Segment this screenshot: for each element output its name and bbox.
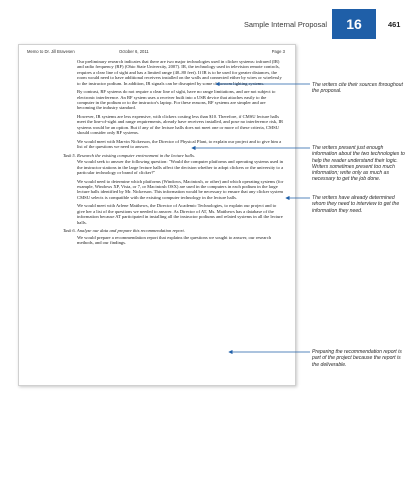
task-heading: Task 6. Analyze our data and prepare this recommendation report. [63,228,185,234]
memo-paragraph: We would meet with Arlene Matthews, the Director of Academic Technologies, to explain our project and to give her a list of the questions we needed to answer. As Director of AT, Ms. Matthews has a database of the information because AT participated in installing all the instructor podiums and related systems in all the lecture halls. [77,203,283,225]
margin-note-deliverable: Preparing the recommendation report is part of the project because the report is the deliverable. [312,349,402,368]
margin-note-information: The writers present just enough information about the two technologies to help the reader understand their logic. Writers sometimes present too much information; write only as much as necessary to get the job done. [312,145,405,183]
running-header-title: Sample Internal Proposal [244,20,327,29]
margin-note-interviews: The writers have already determined whom they need to interview to get the information they need. [312,195,400,214]
memo-paragraph: By contrast, RF systems do not require a clear line of sight, have no range limitations, and are not subject to electronic interference. An RF system uses a receiver built into a USB device that attaches easily to the computer in the podium or to the instructor's laptop. For these reasons, RF systems are simpler and are becoming the industry standard. [77,89,276,111]
page-number: 461 [388,20,401,29]
memo-paragraph: We would meet with Marvin Nickerson, the Director of Physical Plant, to explain our project and to give him a list of the questions we need to answer. [77,138,282,150]
task-heading: Task 5. Research the existing computer environment in the lecture halls. [63,152,195,158]
memo-header-date: October 6, 2011 [119,49,149,54]
memo-paragraph: We would need to determine which platforms (Windows, Macintosh, or other) and which operating systems (for example, Windows XP, Vista, or 7, or Macintosh OSX) are used in the computers in each podium in the large lecture halls identified by Mr. Nickerson. This information would be necessary to ensure that any clicker system CMSU selects is compatible with the existing computer technology in the lecture halls. [77,178,284,200]
memo-paragraph: We would prepare a recommendation report that explains the questions we sought to answer, our research methods, and our findings. [77,234,272,246]
margin-note-sources: The writers cite their sources throughout the proposal. [312,82,403,95]
memo-header-page: Page 3 [271,49,285,54]
chapter-number-badge: 16 [332,9,376,39]
memo-paragraph: Our preliminary research indicates that there are two major technologies used in clicker systems: infrared (IR) and radio frequency (RF) (Ohio State University, 2007). IR, the technology used in television remote controls, requires a clear line of sight and has a limited range (40–80 feet). If IR is to be used for greater distances, the room would need to have additional receivers installed on the walls and connected either by wires or wirelessly to the instructor podium. In addition, IR signals can be disrupted by some classroom lighting systems. [77,59,282,86]
memo-header-recipient: Memo to Dr. Jill Bravesen [27,49,75,54]
memo-paragraph: We would seek to answer the following question: "Would the computer platforms and operating systems used in the instructor stations in the large lecture halls affect the decision whether to adopt clickers or the university to a particular technology or brand of clicker?" [77,159,284,176]
memo-paragraph: However, IR systems are less expensive, with clickers costing less than $10. Therefore, if CMSU lecture halls meet the line-of-sight and range requirements, already have receivers installed, and pose no interference risk, IR systems would be an option. But if any of the lecture halls does not meet one or more of these criteria, CMSU should consider only RF systems. [77,114,284,136]
